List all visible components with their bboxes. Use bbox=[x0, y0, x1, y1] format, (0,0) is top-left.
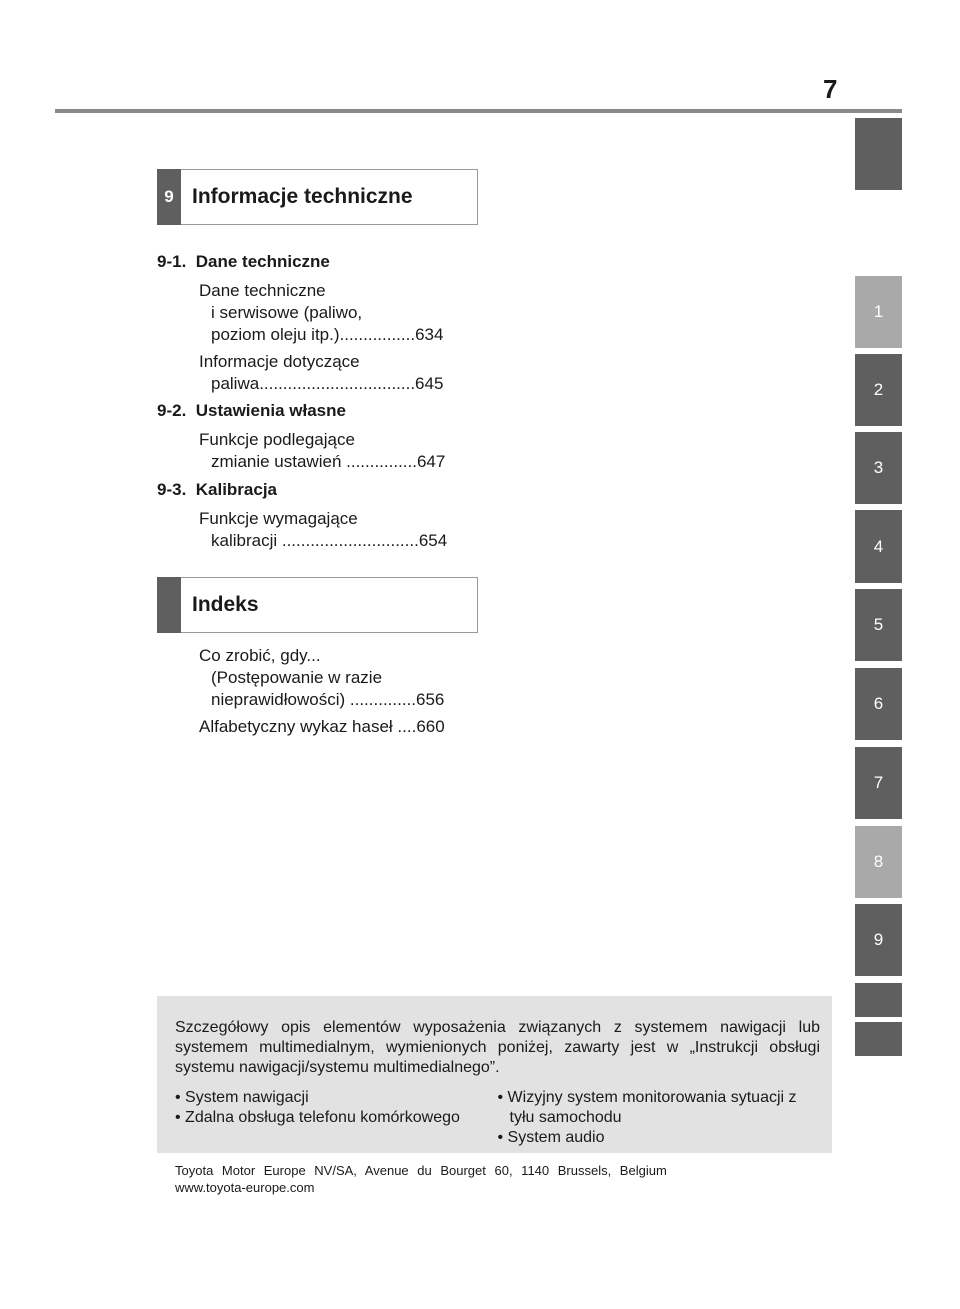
toc-entry[interactable]: Dane techniczne bbox=[199, 281, 326, 300]
toc-entry[interactable]: poziom oleju itp.)................634 bbox=[211, 325, 444, 344]
page-number: 7 bbox=[823, 74, 838, 104]
section-title: Informacje techniczne bbox=[192, 185, 413, 208]
publisher-address: Toyota Motor Europe NV/SA, Avenue du Bourget 60, 1140 Brussels, Belgium bbox=[175, 1163, 667, 1178]
top-rule bbox=[55, 109, 902, 113]
info-paragraph: Szczegółowy opis elementów wyposażenia związanych z systemem nawigacji lub systemem multimedialnym, wymienionych poniżej, zawarty jest w „Instrukcji obsługi systemu nawigacji/systemu multimedialnego”. bbox=[175, 1019, 820, 1076]
section-marker bbox=[157, 577, 181, 633]
info-lists bbox=[175, 1088, 820, 1148]
toc-entry[interactable]: Alfabetyczny wykaz haseł ....660 bbox=[199, 717, 445, 736]
list-item: • Zdalna obsługa telefonu komórkowego bbox=[175, 1109, 460, 1126]
toc-heading-9-1[interactable]: 9-1. Dane techniczne bbox=[157, 252, 330, 271]
chapter-tab-3[interactable]: 3 bbox=[855, 432, 902, 504]
section-number: 9 bbox=[157, 169, 181, 225]
chapter-tab-8[interactable]: 8 bbox=[855, 826, 902, 898]
list-item: • Wizyjny system monitorowania sytuacji z tyłu samochodu bbox=[497, 1089, 797, 1126]
chapter-tab-7[interactable]: 7 bbox=[855, 747, 902, 819]
toc-entry[interactable]: Informacje dotyczące bbox=[199, 352, 360, 371]
toc-entry[interactable]: kalibracji .............................654 bbox=[211, 531, 448, 550]
publisher-footer bbox=[175, 1162, 667, 1196]
chapter-tab-blank[interactable] bbox=[855, 1022, 902, 1056]
info-list-right bbox=[498, 1088, 821, 1148]
chapter-tab-9[interactable]: 9 bbox=[855, 904, 902, 976]
chapter-tab-2[interactable]: 2 bbox=[855, 354, 902, 426]
chapter-tab-blank[interactable] bbox=[855, 118, 902, 190]
toc-entry[interactable]: nieprawidłowości) ..............656 bbox=[211, 690, 445, 709]
toc-entry[interactable]: Funkcje wymagające bbox=[199, 509, 358, 528]
section-header-technical-info bbox=[157, 169, 478, 225]
toc-entry[interactable]: Co zrobić, gdy... bbox=[199, 646, 321, 665]
toc-entry[interactable]: paliwa.................................645 bbox=[211, 374, 444, 393]
toc-entry[interactable]: i serwisowe (paliwo, bbox=[211, 303, 363, 322]
toc-heading-9-3[interactable]: 9-3. Kalibracja bbox=[157, 480, 278, 499]
chapter-tabs bbox=[855, 0, 902, 1309]
toc-entry[interactable]: zmianie ustawień ...............647 bbox=[211, 452, 446, 471]
list-item: • System audio bbox=[497, 1129, 605, 1146]
toc-entry[interactable]: (Postępowanie w razie bbox=[211, 668, 383, 687]
list-item: • System nawigacji bbox=[175, 1089, 309, 1106]
info-list-left bbox=[175, 1088, 498, 1148]
publisher-website[interactable]: www.toyota-europe.com bbox=[175, 1180, 315, 1195]
chapter-tab-1[interactable]: 1 bbox=[855, 276, 902, 348]
section-header-index bbox=[157, 577, 478, 633]
chapter-tab-4[interactable]: 4 bbox=[855, 510, 902, 583]
toc-heading-9-2[interactable]: 9-2. Ustawienia własne bbox=[157, 401, 346, 420]
chapter-tab-blank[interactable] bbox=[855, 983, 902, 1017]
toc-entry[interactable]: Funkcje podlegające bbox=[199, 430, 355, 449]
section-title: Indeks bbox=[192, 593, 259, 616]
chapter-tab-6[interactable]: 6 bbox=[855, 668, 902, 740]
navigation-info-box bbox=[157, 996, 832, 1153]
chapter-tab-5[interactable]: 5 bbox=[855, 589, 902, 661]
